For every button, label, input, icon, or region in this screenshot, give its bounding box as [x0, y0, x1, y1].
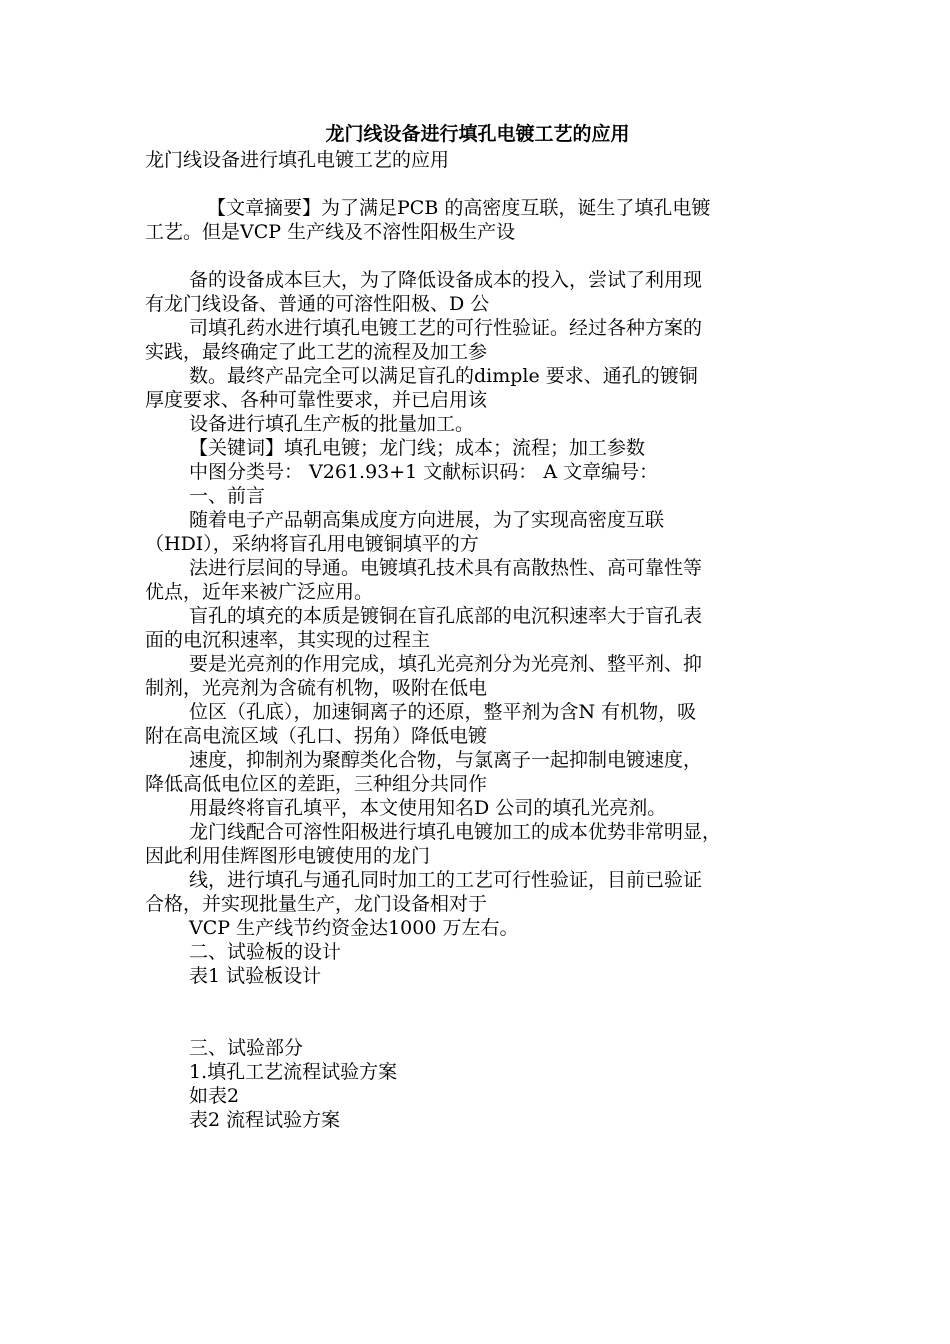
abstract-line: 【文章摘要】为了满足PCB 的高密度互联，诞生了填孔电镀 — [207, 197, 711, 219]
body-line: 因此利用佳辉图形电镀使用的龙门 — [145, 845, 431, 867]
body-line: （HDI），采纳将盲孔用电镀铜填平的方 — [145, 533, 479, 555]
document-subtitle: 龙门线设备进行填孔电镀工艺的应用 — [145, 149, 450, 171]
body-line: 厚度要求、各种可靠性要求，并已启用该 — [145, 389, 488, 411]
document-title: 龙门线设备进行填孔电镀工艺的应用 — [325, 123, 630, 145]
body-line: 数。最终产品完全可以满足盲孔的dimple 要求、通孔的镀铜 — [189, 365, 698, 387]
body-line: 有龙门线设备、普通的可溶性阳极、D 公 — [145, 293, 490, 315]
body-line: 制剂，光亮剂为含硫有机物，吸附在低电 — [145, 677, 488, 699]
subsection-heading: 1.填孔工艺流程试验方案 — [189, 1061, 398, 1083]
body-line: 合格，并实现批量生产，龙门设备相对于 — [145, 893, 488, 915]
abstract-line: 工艺。但是VCP 生产线及不溶性阳极生产设 — [145, 221, 516, 243]
body-line: 位区（孔底），加速铜离子的还原，整平剂为含N 有机物，吸 — [189, 701, 697, 723]
body-line: 实践，最终确定了此工艺的流程及加工参 — [145, 341, 488, 363]
blank-line — [145, 244, 810, 268]
section-heading: 一、前言 — [189, 485, 266, 507]
body-line: 用最终将盲孔填平，本文使用知名D 公司的填孔光亮剂。 — [189, 797, 667, 819]
body-line: 速度，抑制剂为聚醇类化合物，与氯离子一起抑制电镀速度， — [189, 749, 703, 771]
blank-line — [145, 988, 810, 1036]
body-line: 司填孔药水进行填孔电镀工艺的可行性验证。经过各种方案的 — [189, 317, 703, 339]
section-heading: 三、试验部分 — [189, 1037, 304, 1059]
classification-line: 中图分类号： V261.93+1 文献标识码： A 文章编号： — [189, 461, 659, 483]
body-line: 盲孔的填充的本质是镀铜在盲孔底部的电沉积速率大于盲孔表 — [189, 605, 703, 627]
body-line: 降低高低电位区的差距，三种组分共同作 — [145, 773, 488, 795]
body-line: 设备进行填孔生产板的批量加工。 — [189, 413, 475, 435]
body-line: 随着电子产品朝高集成度方向进展，为了实现高密度互联 — [189, 509, 665, 531]
table-caption: 表1 试验板设计 — [189, 965, 322, 987]
blank-line — [145, 172, 810, 196]
body-line: 如表2 — [189, 1085, 240, 1107]
body-line: 附在高电流区域（孔口、拐角）降低电镀 — [145, 725, 488, 747]
body-line: 备的设备成本巨大，为了降低设备成本的投入，尝试了利用现 — [189, 269, 703, 291]
keywords-line: 【关键词】填孔电镀；龙门线；成本；流程；加工参数 — [189, 437, 646, 459]
section-heading: 二、试验板的设计 — [189, 941, 342, 963]
document-page — [145, 120, 810, 1132]
body-line: 龙门线配合可溶性阳极进行填孔电镀加工的成本优势非常明显， — [189, 821, 722, 843]
body-line: 要是光亮剂的作用完成，填孔光亮剂分为光亮剂、整平剂、抑 — [189, 653, 703, 675]
body-line: 优点，近年来被广泛应用。 — [145, 581, 374, 603]
table-caption: 表2 流程试验方案 — [189, 1109, 341, 1131]
body-line: 面的电沉积速率，其实现的过程主 — [145, 629, 431, 651]
body-line: 线，进行填孔与通孔同时加工的工艺可行性验证，目前已验证 — [189, 869, 703, 891]
body-line: VCP 生产线节约资金达1000 万左右。 — [189, 917, 519, 939]
body-line: 法进行层间的导通。电镀填孔技术具有高散热性、高可靠性等 — [189, 557, 703, 579]
